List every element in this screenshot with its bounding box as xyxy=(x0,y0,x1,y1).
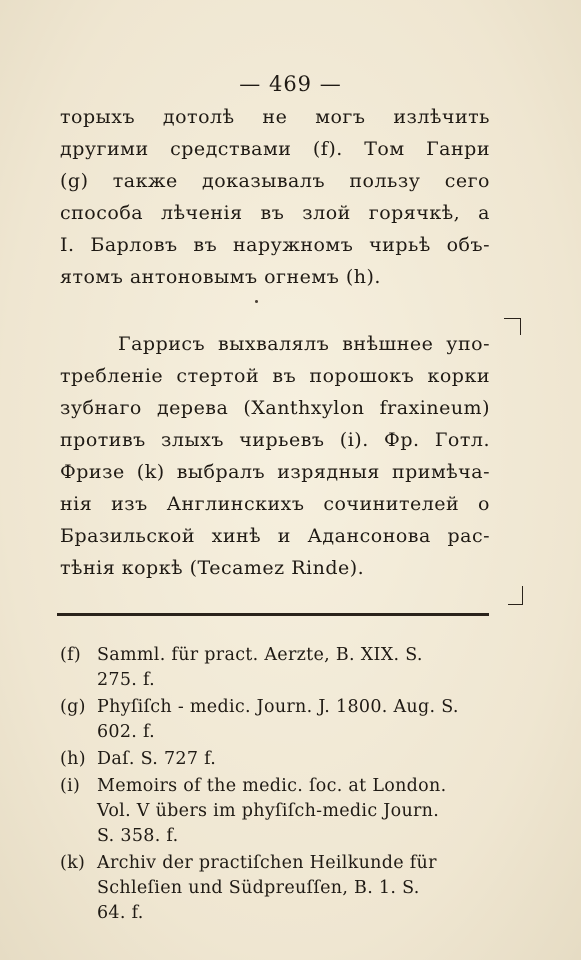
text-line: способа лѣченія въ злой горячкѣ, а xyxy=(60,202,490,224)
footnote-g xyxy=(60,695,500,745)
text-line: тѣнія коркѣ (Tecamez Rinde). xyxy=(60,557,365,579)
footnote-mark: (f) xyxy=(60,645,82,665)
text-line: Фризе (k) выбралъ изрядныя примѣча- xyxy=(60,461,490,483)
footnote-text: S. 358. f. xyxy=(97,826,179,846)
text-line: другими средствами (f). Том Ганри xyxy=(60,138,490,160)
paragraph-1 xyxy=(60,101,490,293)
footnote-h xyxy=(60,747,500,772)
footnote-text: 602. f. xyxy=(97,722,156,742)
footnote-i xyxy=(60,774,500,849)
text-line: зубнаго дерева (Xanthxylon fraxineum) xyxy=(60,397,490,419)
corner-mark-top xyxy=(504,318,521,335)
footnote-text: Daſ. S. 727 f. xyxy=(97,749,217,769)
footnote-text: Vol. V übers im phyſiſch-medic Journ. xyxy=(97,801,440,821)
text-line: ятомъ антоновымъ огнемъ (h). xyxy=(60,266,381,288)
text-line: I. Барловъ въ наружномъ чирьѣ объ- xyxy=(60,234,490,256)
text-line: нія изъ Англинскихъ сочинителей о xyxy=(60,493,490,515)
footnote-mark: (g) xyxy=(60,697,86,717)
footnote-text: 64. f. xyxy=(97,903,144,923)
footnote-mark: (k) xyxy=(60,853,86,873)
footnote-mark: (i) xyxy=(60,776,81,796)
text-line: Бразильской хинѣ и Адансонова рас- xyxy=(60,525,490,547)
footnotes xyxy=(60,643,500,928)
footnote-text: 275. f. xyxy=(97,670,156,690)
footnote-text: Schleſien und Südpreuſſen, B. 1. S. xyxy=(97,878,420,898)
footnote-text: Samml. für pract. Aerzte, B. XIX. S. xyxy=(97,645,423,665)
page-number: — 469 — xyxy=(239,72,342,96)
text-line: Гаррисъ выхвалялъ внѣшнее упо- xyxy=(118,333,490,355)
text-line: требленіе стертой въ порошокъ корки xyxy=(60,365,490,387)
text-line: торыхъ дотолѣ не могъ излѣчить xyxy=(60,106,490,128)
ink-speck xyxy=(255,300,258,303)
footnote-mark: (h) xyxy=(60,749,86,769)
footnote-k xyxy=(60,851,500,926)
footnote-text: Memoirs of the medic. ſoc. at London. xyxy=(97,776,447,796)
footnote-divider xyxy=(57,613,489,616)
footnote-f xyxy=(60,643,500,693)
footnote-text: Archiv der practiſchen Heilkunde für xyxy=(97,853,437,873)
paragraph-2 xyxy=(60,328,490,584)
text-line: (g) также доказывалъ пользу сего xyxy=(60,170,490,192)
footnote-text: Phyſiſch - medic. Journ. J. 1800. Aug. S. xyxy=(97,697,459,717)
corner-mark-bottom xyxy=(508,586,523,605)
text-line: противъ злыхъ чирьевъ (i). Фр. Готл. xyxy=(60,429,490,451)
